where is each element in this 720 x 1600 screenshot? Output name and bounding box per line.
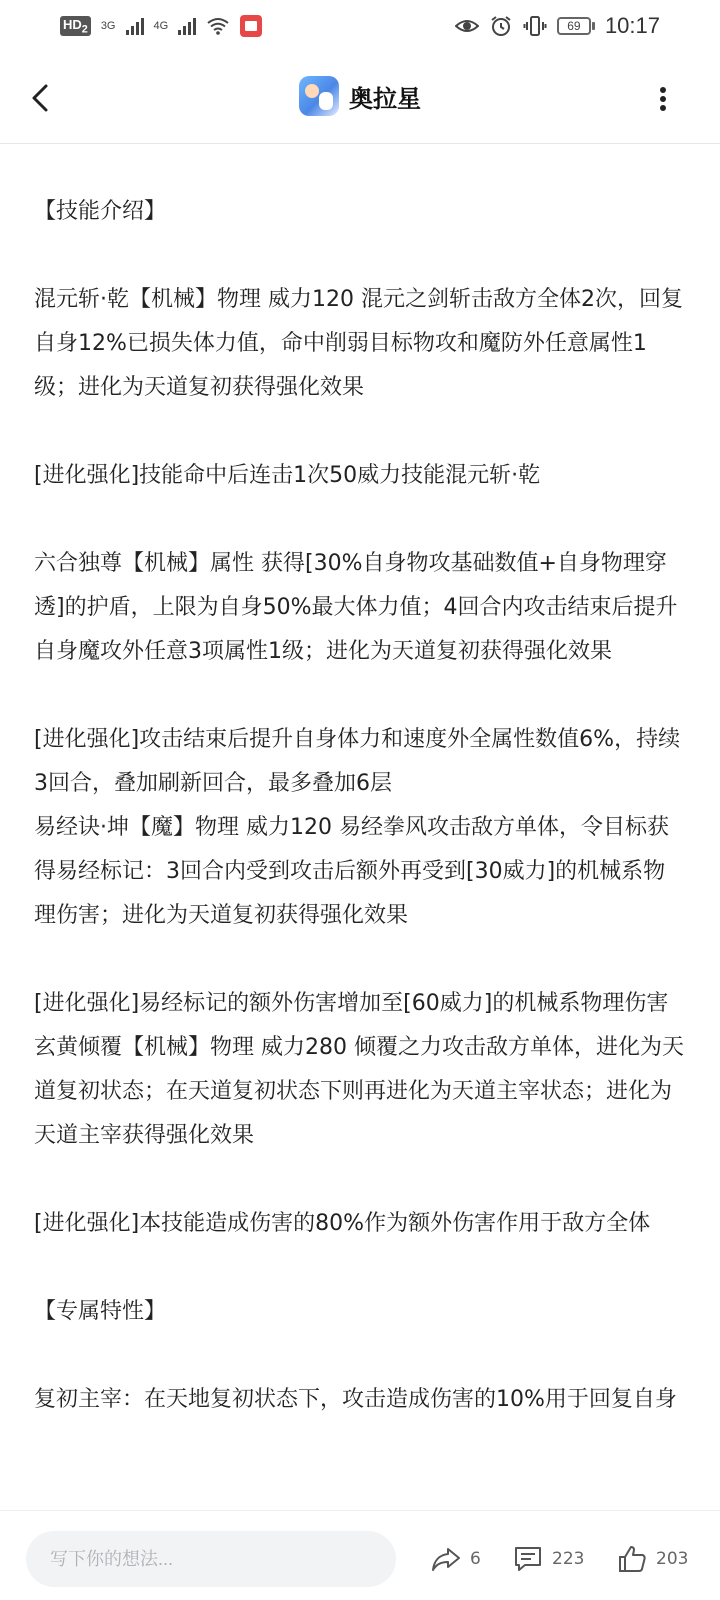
status-left — [60, 15, 262, 37]
signal-2-label: 4G — [153, 20, 169, 32]
section-heading: 【技能介绍】 — [34, 199, 167, 224]
clock-time: 10:17 — [604, 13, 660, 38]
hd-label: HD — [63, 16, 82, 32]
title-bar — [0, 52, 720, 144]
page-title: 奥拉星 — [349, 84, 421, 113]
share-button[interactable] — [430, 1531, 481, 1587]
status-right — [455, 13, 660, 39]
title-group — [0, 76, 720, 116]
more-options-button[interactable] — [650, 86, 676, 112]
evolution-paragraph: [进化强化]技能命中后连击1次50威力技能混元斩·乾 — [34, 463, 541, 488]
like-count: 203 — [656, 1549, 689, 1569]
comment-icon — [512, 1543, 544, 1575]
vibrate-icon — [523, 14, 547, 38]
signal-icon — [126, 17, 144, 35]
comment-count: 223 — [552, 1549, 585, 1569]
evolution-paragraph: [进化强化]易经标记的额外伤害增加至[60威力]的机械系物理伤害 — [34, 991, 669, 1016]
section-heading: 【专属特性】 — [34, 1299, 167, 1324]
wifi-icon — [206, 17, 230, 35]
thumbs-up-icon — [616, 1543, 648, 1575]
signal-1-label: 3G — [100, 20, 116, 32]
trait-paragraph: 复初主宰：在天地复初状态下，攻击造成伤害的10%用于回复自身 — [34, 1387, 677, 1412]
evolution-paragraph: [进化强化]本技能造成伤害的80%作为额外伤害作用于敌方全体 — [34, 1211, 651, 1236]
like-button[interactable] — [616, 1531, 688, 1587]
share-count: 6 — [470, 1549, 481, 1569]
bottom-bar — [0, 1510, 720, 1600]
hd-icon — [60, 16, 91, 37]
status-bar — [0, 0, 720, 52]
comment-input[interactable] — [26, 1531, 396, 1587]
hd-sub: 2 — [81, 23, 88, 36]
alarm-icon — [489, 14, 513, 38]
skill-paragraph: 六合独尊【机械】属性 获得[30%自身物攻基础数值+自身物理穿透]的护盾，上限为自身50%最大体力值；4回合内攻击结束后提升自身魔攻外任意3项属性1级；进化为天道复初获得强化效果 — [34, 551, 678, 664]
battery-level: 69 — [557, 17, 591, 35]
share-icon — [430, 1543, 462, 1575]
signal-icon — [178, 17, 196, 35]
skill-paragraph: 易经诀·坤【魔】物理 威力120 易经拳风攻击敌方单体，令目标获得易经标记：3回合内受到攻击后额外再受到[30威力]的机械系物理伤害；进化为天道复初获得强化效果 — [34, 815, 669, 928]
more-vertical-icon — [659, 86, 667, 112]
notification-icon — [240, 15, 262, 37]
evolution-paragraph: [进化强化]攻击结束后提升自身体力和速度外全属性数值6%，持续3回合，叠加刷新回合，最多叠加6层 — [34, 727, 681, 796]
app-logo — [299, 76, 339, 116]
eye-icon — [455, 14, 479, 38]
skill-paragraph: 混元斩·乾【机械】物理 威力120 混元之剑斩击敌方全体2次，回复自身12%已损失体力值，命中削弱目标物攻和魔防外任意属性1级；进化为天道复初获得强化效果 — [34, 287, 683, 400]
comment-button[interactable] — [512, 1531, 584, 1587]
battery-icon — [557, 17, 595, 35]
skill-paragraph: 玄黄倾覆【机械】物理 威力280 倾覆之力攻击敌方单体，进化为天道复初状态；在天道复初状态下则再进化为天道主宰状态；进化为天道主宰获得强化效果 — [34, 1035, 684, 1148]
article-content — [0, 146, 720, 1506]
